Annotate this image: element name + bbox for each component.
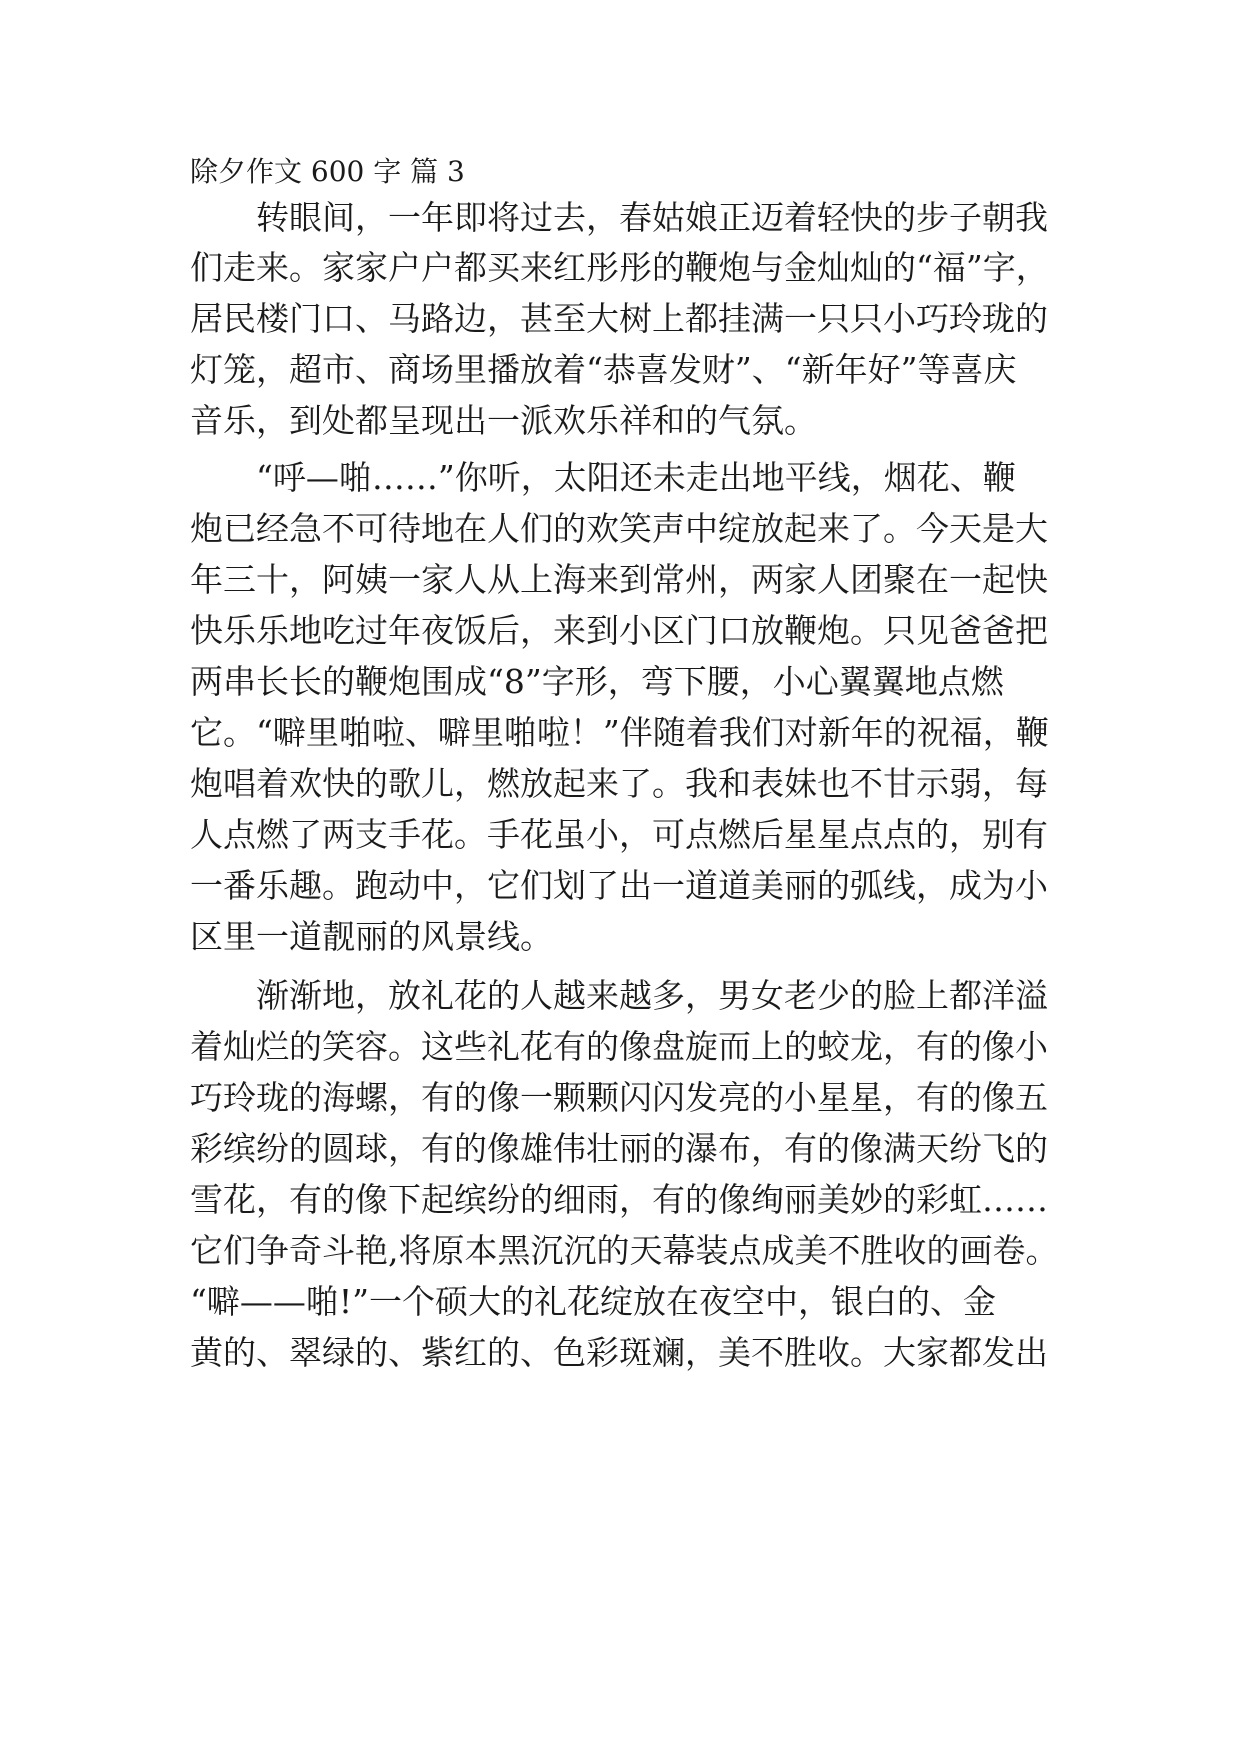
text-line: 炮唱着欢快的歌儿，燃放起来了。我和表妹也不甘示弱，每 [190,764,1048,803]
text-line: 黄的、翠绿的、紫红的、色彩斑斓，美不胜收。大家都发出 [190,1333,1048,1372]
text-line: 它。“噼里啪啦、噼里啪啦！”伴随着我们对新年的祝福，鞭 [190,713,1049,752]
text-line: 快乐乐地吃过年夜饭后，来到小区门口放鞭炮。只见爸爸把 [190,611,1048,650]
text-line: 雪花，有的像下起缤纷的细雨，有的像绚丽美妙的彩虹…… [190,1180,1048,1219]
text-line: 年三十，阿姨一家人从上海来到常州，两家人团聚在一起快 [190,560,1048,599]
text-line: 音乐，到处都呈现出一派欢乐祥和的气氛。 [190,401,817,440]
text-line: 转眼间，一年即将过去，春姑娘正迈着轻快的步子朝我 [190,198,1048,237]
text-line: 着灿烂的笑容。这些礼花有的像盘旋而上的蛟龙，有的像小 [190,1027,1048,1066]
text-line: 巧玲珑的海螺，有的像一颗颗闪闪发亮的小星星，有的像五 [190,1078,1048,1117]
text-line: 们走来。家家户户都买来红彤彤的鞭炮与金灿灿的“福”字， [190,248,1049,287]
document-title: 除夕作文 600 字 篇 3 [190,155,465,188]
text-line: 灯笼，超市、商场里播放着“恭喜发财”、“新年好”等喜庆 [190,350,1017,389]
text-line: 炮已经急不可待地在人们的欢笑声中绽放起来了。今天是大 [190,509,1048,548]
text-line: 区里一道靓丽的风景线。 [190,917,553,956]
text-line: 渐渐地，放礼花的人越来越多，男女老少的脸上都洋溢 [190,976,1048,1015]
text-line: “噼——啪!”一个硕大的礼花绽放在夜空中，银白的、金 [190,1282,997,1321]
text-line: 彩缤纷的圆球，有的像雄伟壮丽的瀑布，有的像满天纷飞的 [190,1129,1048,1168]
text-line: 它们争奇斗艳,将原本黑沉沉的天幕装点成美不胜收的画卷。 [190,1231,1059,1270]
text-line: 一番乐趣。跑动中，它们划了出一道道美丽的弧线，成为小 [190,866,1048,905]
text-line: 居民楼门口、马路边，甚至大树上都挂满一只只小巧玲珑的 [190,299,1048,338]
text-line: “呼—啪……”你听，太阳还未走出地平线，烟花、鞭 [190,458,1016,497]
text-line: 两串长长的鞭炮围成“8”字形，弯下腰，小心翼翼地点燃 [190,662,1004,701]
text-line: 人点燃了两支手花。手花虽小，可点燃后星星点点的，别有 [190,815,1048,854]
